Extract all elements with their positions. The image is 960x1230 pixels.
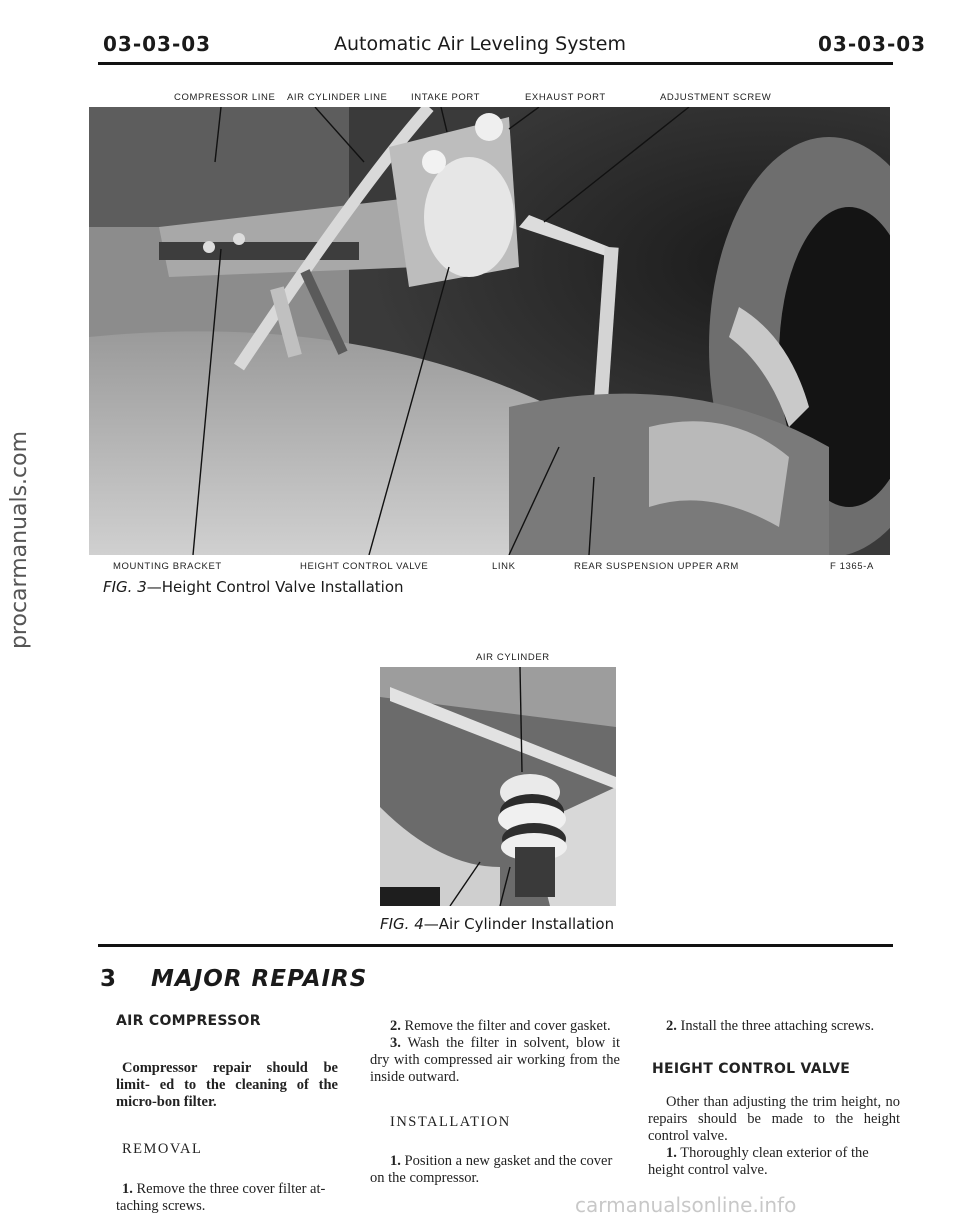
installation-step-2: 2. Install the three attaching screws. [666,1018,875,1034]
height-control-valve-photo [89,107,890,555]
section-number: 3 [100,966,118,992]
figure4-label: FIG. 4 [380,915,424,933]
figure3-caption-text: —Height Control Valve Installation [146,578,404,596]
callout-intake-port: INTAKE PORT [411,92,481,103]
side-watermark [4,360,34,720]
svg-text:procarmanuals.com: procarmanuals.com [7,430,32,650]
callout-compressor-line: COMPRESSOR LINE [174,92,276,103]
callout-height-control-valve: HEIGHT CONTROL VALVE [300,561,429,572]
page-title: Automatic Air Leveling System [333,33,627,55]
column-1 [116,1013,348,1215]
header-rule [98,62,893,65]
removal-heading: REMOVAL [122,1141,203,1157]
height-control-valve-intro: Other than adjusting the trim height, no repairs should be made to the height control valve. [648,1094,900,1144]
figure3-caption [103,578,404,596]
height-control-valve-heading: HEIGHT CONTROL VALVE [652,1061,851,1077]
callout-link: LINK [492,561,516,572]
callout-adjustment-screw: ADJUSTMENT SCREW [660,92,772,103]
removal-step-2: 2. Remove the filter and cover gasket. [390,1018,611,1034]
valve-step-1: 1. Thoroughly clean exterior of the height control valve. [648,1145,869,1178]
callout-exhaust-port: EXHAUST PORT [525,92,606,103]
removal-step-3: 3. Wash the filter in solvent, blow it dry with compressed air working from the inside outward. [370,1035,621,1085]
section-title: MAJOR REPAIRS [151,966,368,992]
section-heading [100,966,367,992]
air-cylinder-photo [380,667,616,906]
column-2 [370,1018,620,1187]
page-code-right: 03-03-03 [818,32,927,56]
compressor-intro: Compressor repair should be limit- ed to the cleaning of the micro-bon filter. [116,1060,338,1110]
section-rule [98,944,893,947]
callout-rear-suspension-upper-arm: REAR SUSPENSION UPPER ARM [574,561,739,572]
removal-step-1: 1. Remove the three cover filter at- taching screws. [116,1181,326,1214]
column-3 [648,1018,900,1179]
air-compressor-heading: AIR COMPRESSOR [116,1013,261,1029]
installation-step-1: 1. Position a new gasket and the cover on the compressor. [370,1153,613,1186]
installation-heading: INSTALLATION [390,1114,511,1130]
figure3-label: FIG. 3 [103,578,147,596]
callout-air-cylinder: AIR CYLINDER [476,652,550,663]
bottom-watermark: carmanualsonline.info [575,1193,797,1217]
figure4-caption-text: —Air Cylinder Installation [423,915,615,933]
figure4-caption [380,915,614,933]
callout-air-cylinder-line: AIR CYLINDER LINE [287,92,388,103]
callout-mounting-bracket: MOUNTING BRACKET [113,561,222,572]
figure-reference-code: F 1365-A [830,561,874,572]
page-code-left: 03-03-03 [103,32,212,56]
